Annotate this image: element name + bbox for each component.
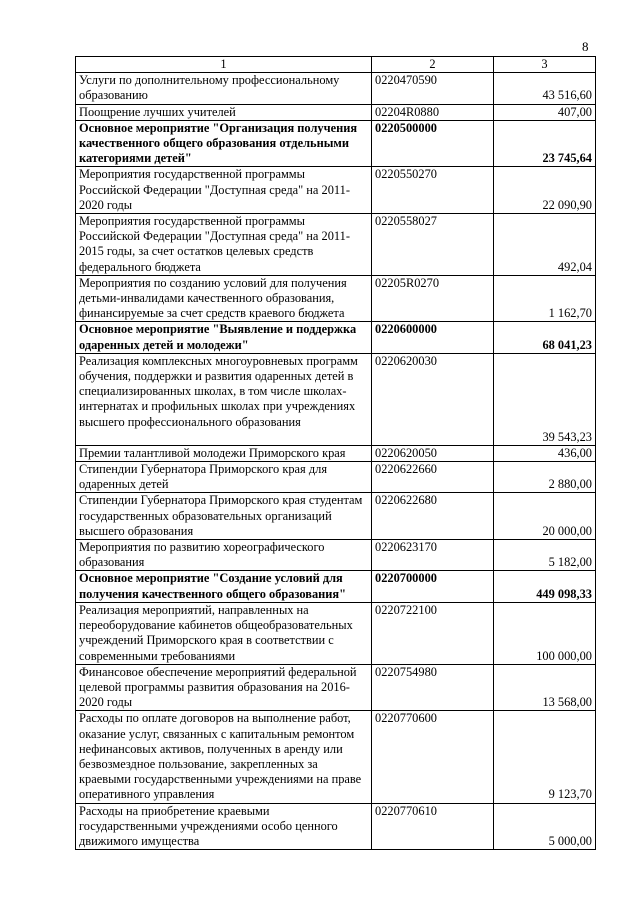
row-name: Премии талантливой молодежи Приморского края xyxy=(76,445,372,461)
table-header-row xyxy=(76,57,596,73)
row-name: Финансовое обеспечение мероприятий федеральной целевой программы развития образования на 2016-2020 годы xyxy=(76,664,372,711)
row-amount: 9 123,70 xyxy=(494,711,596,803)
row-amount: 13 568,00 xyxy=(494,664,596,711)
row-amount: 5 000,00 xyxy=(494,803,596,850)
row-amount: 2 880,00 xyxy=(494,462,596,493)
header-col-1: 1 xyxy=(76,57,372,73)
row-code: 0220500000 xyxy=(372,120,494,167)
row-code: 0220700000 xyxy=(372,571,494,602)
row-name: Услуги по дополнительному профессиональному образованию xyxy=(76,73,372,104)
row-name: Основное мероприятие "Создание условий для получения качественного общего образования" xyxy=(76,571,372,602)
row-code: 02205R0270 xyxy=(372,275,494,322)
row-name: Мероприятия по развитию хореографического образования xyxy=(76,540,372,571)
table-row xyxy=(76,104,596,120)
row-amount: 22 090,90 xyxy=(494,167,596,214)
row-amount: 436,00 xyxy=(494,445,596,461)
table-row xyxy=(76,571,596,602)
row-amount: 39 543,23 xyxy=(494,353,596,445)
row-code: 0220623170 xyxy=(372,540,494,571)
row-code: 0220622660 xyxy=(372,462,494,493)
table-row xyxy=(76,664,596,711)
row-name: Поощрение лучших учителей xyxy=(76,104,372,120)
table-row xyxy=(76,214,596,276)
table-row xyxy=(76,602,596,664)
row-amount: 68 041,23 xyxy=(494,322,596,353)
row-name: Мероприятия государственной программы Российской Федерации "Доступная среда" на 2011-2020 годы xyxy=(76,167,372,214)
table-row xyxy=(76,167,596,214)
header-col-3: 3 xyxy=(494,57,596,73)
table-row xyxy=(76,353,596,445)
row-name: Стипендии Губернатора Приморского края студентам государственных образовательных организаций высшего образования xyxy=(76,493,372,540)
table-row xyxy=(76,322,596,353)
row-code: 0220470590 xyxy=(372,73,494,104)
row-name: Мероприятия государственной программы Российской Федерации "Доступная среда" на 2011-2015 годы, за счет остатков целевых средств федерального бюджета xyxy=(76,214,372,276)
row-amount: 1 162,70 xyxy=(494,275,596,322)
row-code: 0220620050 xyxy=(372,445,494,461)
row-name: Стипендии Губернатора Приморского края для одаренных детей xyxy=(76,462,372,493)
row-code: 0220600000 xyxy=(372,322,494,353)
row-name: Мероприятия по созданию условий для получения детьми-инвалидами качественного образования, финансируемые за счет средств краевого бюджета xyxy=(76,275,372,322)
row-code: 0220754980 xyxy=(372,664,494,711)
row-amount: 23 745,64 xyxy=(494,120,596,167)
row-amount: 407,00 xyxy=(494,104,596,120)
table-row xyxy=(76,462,596,493)
row-code: 02204R0880 xyxy=(372,104,494,120)
row-code: 0220770610 xyxy=(372,803,494,850)
row-name: Основное мероприятие "Выявление и поддержка одаренных детей и молодежи" xyxy=(76,322,372,353)
row-code: 0220620030 xyxy=(372,353,494,445)
table-row xyxy=(76,803,596,850)
row-code: 0220558027 xyxy=(372,214,494,276)
row-name: Расходы на приобретение краевыми государственными учреждениями особо ценного движимого имущества xyxy=(76,803,372,850)
row-name: Расходы по оплате договоров на выполнение работ, оказание услуг, связанных с капитальным ремонтом нефинансовых активов, полученных в аренду или безвозмездное пользование, закрепленных за краевыми государственными учреждениями на праве оперативного управления xyxy=(76,711,372,803)
table-row xyxy=(76,711,596,803)
row-amount: 492,04 xyxy=(494,214,596,276)
row-amount: 100 000,00 xyxy=(494,602,596,664)
table-row xyxy=(76,73,596,104)
table-row xyxy=(76,540,596,571)
row-name: Основное мероприятие "Организация получения качественного общего образования отдельными категориями детей" xyxy=(76,120,372,167)
row-name: Реализация комплексных многоуровневых программ обучения, поддержки и развития одаренных детей в специализированных школах, в том числе школах-интернатах и профильных школах при учреждениях высшего профессионального образования xyxy=(76,353,372,445)
row-amount: 20 000,00 xyxy=(494,493,596,540)
row-name: Реализация мероприятий, направленных на переоборудование кабинетов общеобразовательных учреждений Приморского края в соответствии с современными требованиями xyxy=(76,602,372,664)
row-amount: 5 182,00 xyxy=(494,540,596,571)
row-code: 0220722100 xyxy=(372,602,494,664)
row-code: 0220770600 xyxy=(372,711,494,803)
header-col-2: 2 xyxy=(372,57,494,73)
table-row xyxy=(76,493,596,540)
row-code: 0220622680 xyxy=(372,493,494,540)
row-code: 0220550270 xyxy=(372,167,494,214)
row-amount: 43 516,60 xyxy=(494,73,596,104)
budget-table xyxy=(75,56,596,850)
page-number: 8 xyxy=(582,39,589,54)
table-row xyxy=(76,120,596,167)
row-amount: 449 098,33 xyxy=(494,571,596,602)
table-row xyxy=(76,445,596,461)
table-row xyxy=(76,275,596,322)
